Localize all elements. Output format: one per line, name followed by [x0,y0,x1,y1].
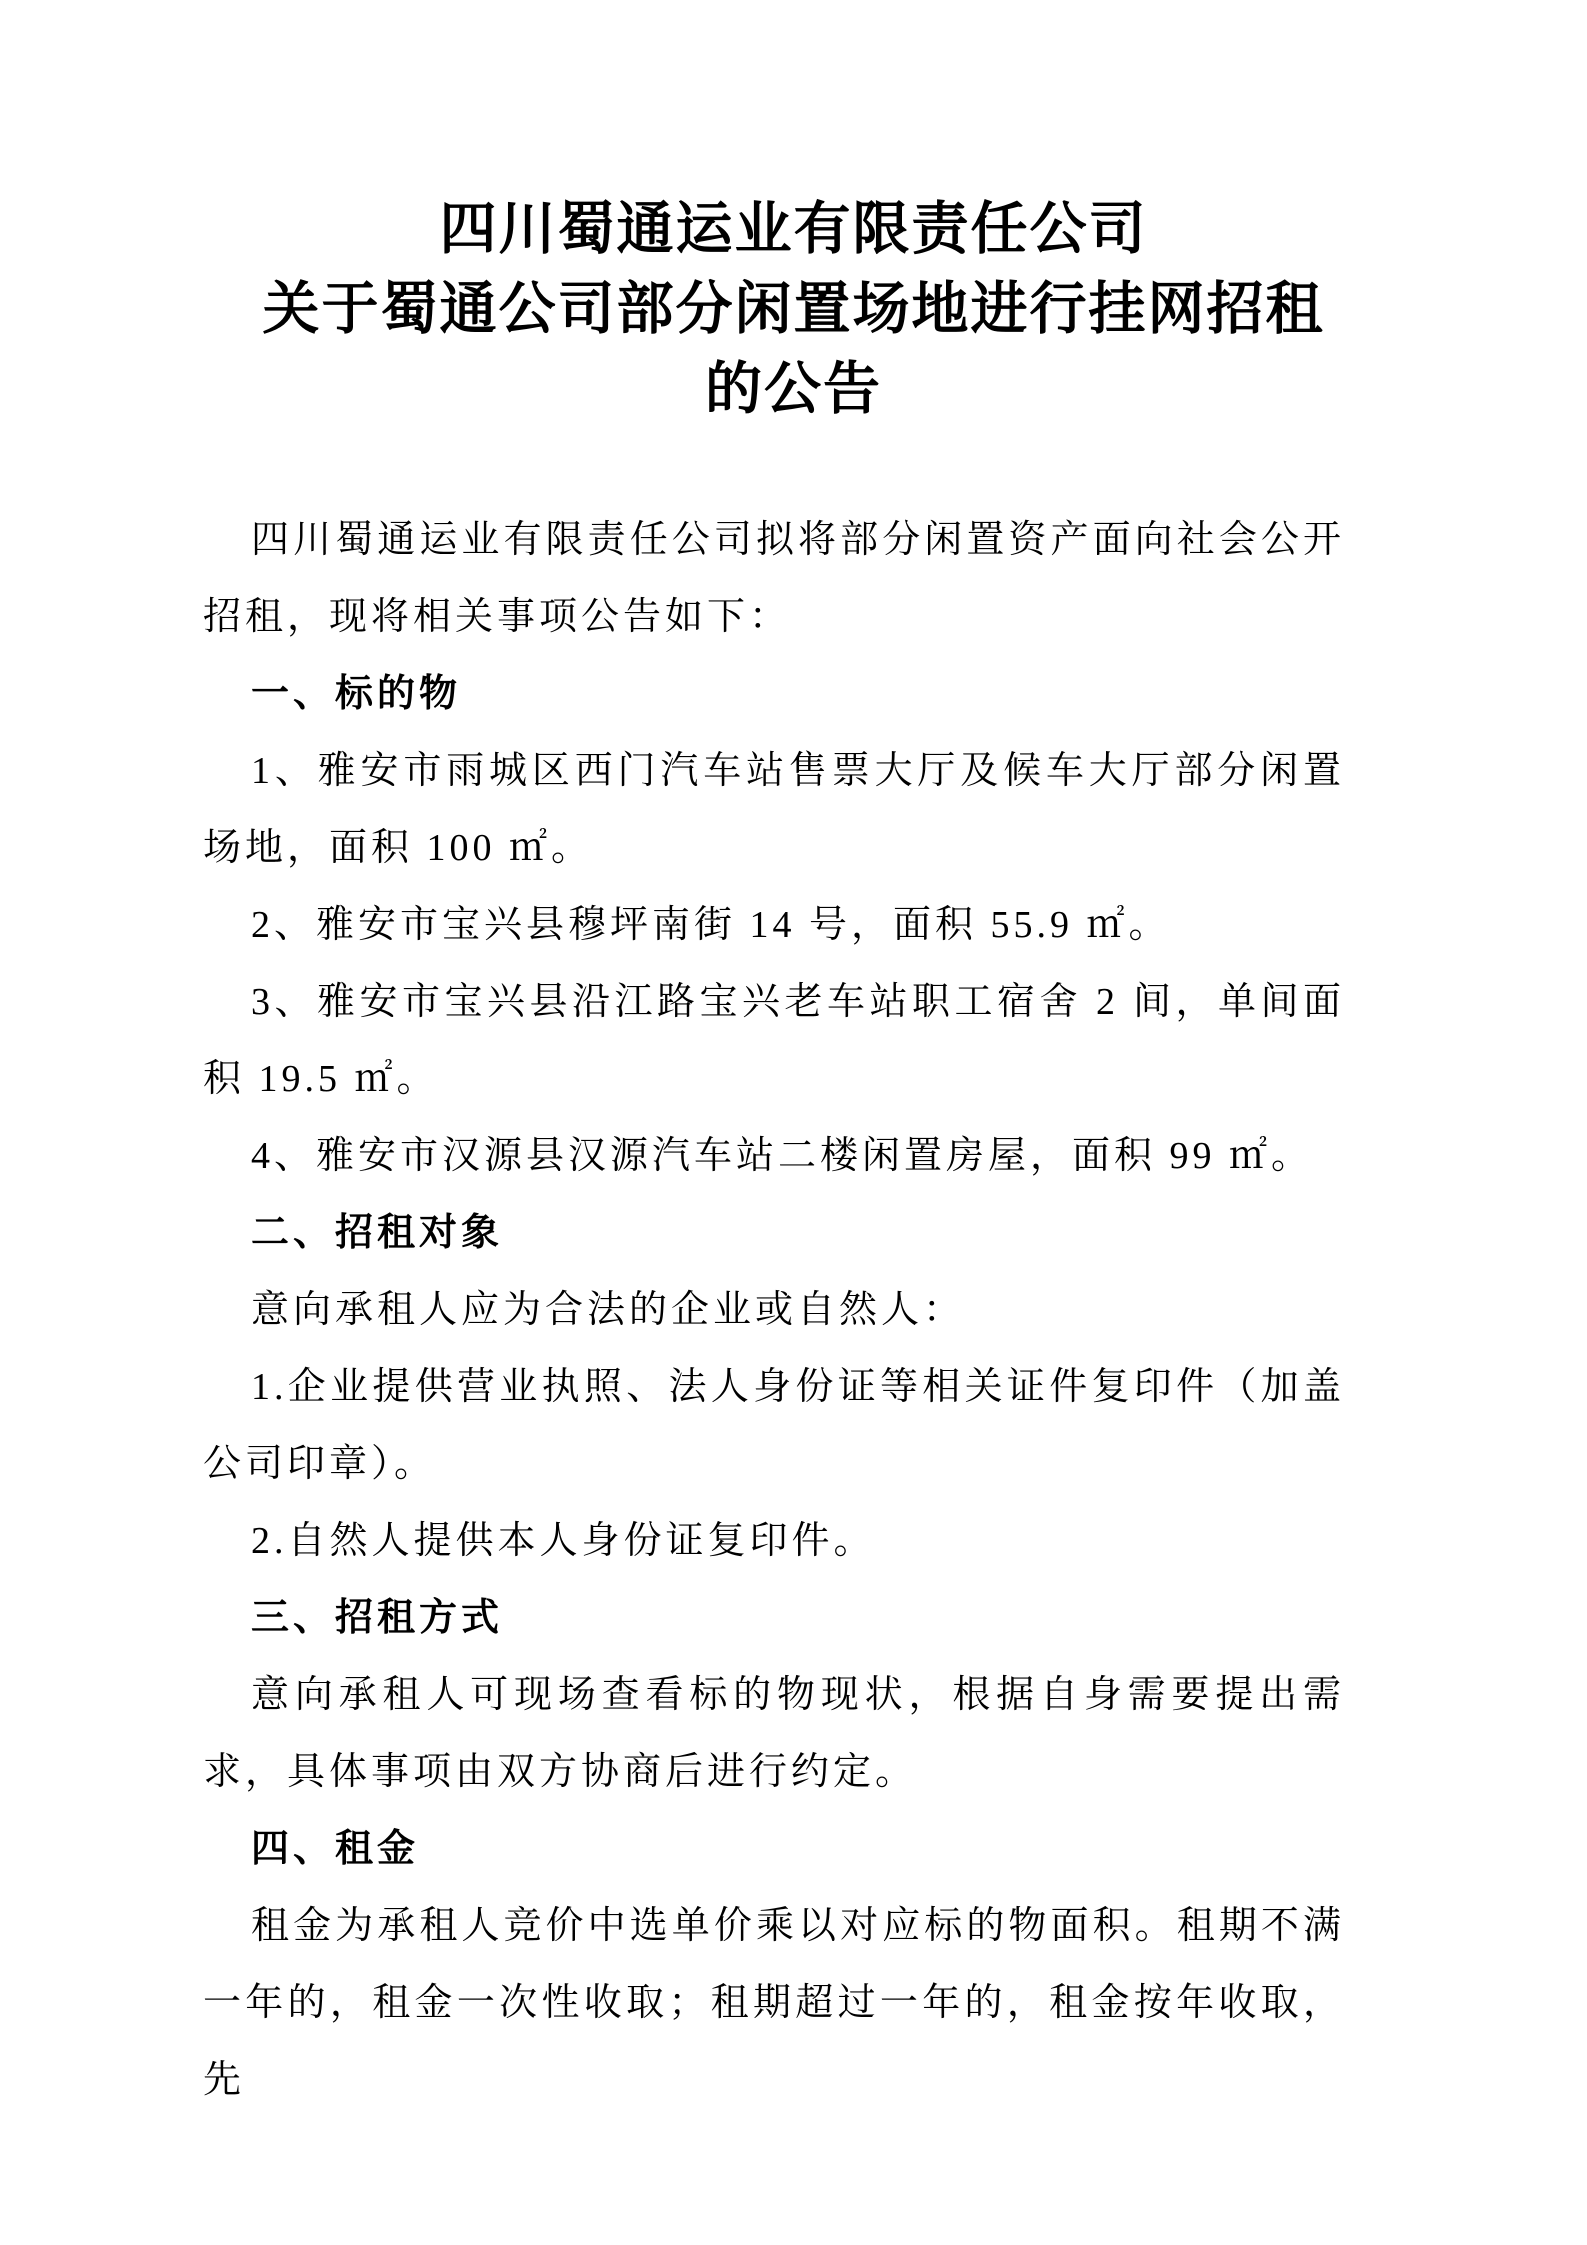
document-title [0,0,1587,430]
lessee-requirement-1: 1.企业提供营业执照、法人身份证等相关证件复印件（加盖公司印章）。 [203,1366,1345,1485]
section-heading-4: 四、租金 [251,1828,420,1870]
rent-paragraph: 租金为承租人竞价中选单价乘以对应标的物面积。租期不满一年的，租金一次性收取；租期超过一年的，租金按年收取，先 [203,1905,1345,2101]
document-body [203,502,1345,2119]
document-title-line-3: 的公告 [705,358,882,421]
target-item-1: 1、雅安市雨城区西门汽车站售票大厅及候车大厅部分闲置场地，面积 100 ㎡。 [203,750,1345,869]
section-heading-2: 二、招租对象 [251,1212,504,1254]
section-heading-3: 三、招租方式 [251,1597,504,1639]
lessee-requirement-2: 2.自然人提供本人身份证复印件。 [251,1520,876,1562]
target-item-3: 3、雅安市宝兴县沿江路宝兴老车站职工宿舍 2 间，单间面积 19.5 ㎡。 [203,981,1345,1100]
intro-paragraph: 四川蜀通运业有限责任公司拟将部分闲置资产面向社会公开招租，现将相关事项公告如下： [203,519,1345,638]
document-title-line-1: 四川蜀通运业有限责任公司 [439,198,1148,261]
section-heading-1: 一、标的物 [251,673,462,715]
method-paragraph: 意向承租人可现场查看标的物现状，根据自身需要提出需求，具体事项由双方协商后进行约定。 [203,1674,1345,1793]
document-title-line-2: 关于蜀通公司部分闲置场地进行挂网招租 [262,278,1325,341]
lessee-intro-paragraph: 意向承租人应为合法的企业或自然人： [251,1289,966,1331]
target-item-4: 4、雅安市汉源县汉源汽车站二楼闲置房屋，面积 99 ㎡。 [251,1135,1314,1177]
target-item-2: 2、雅安市宝兴县穆坪南街 14 号，面积 55.9 ㎡。 [251,904,1171,946]
